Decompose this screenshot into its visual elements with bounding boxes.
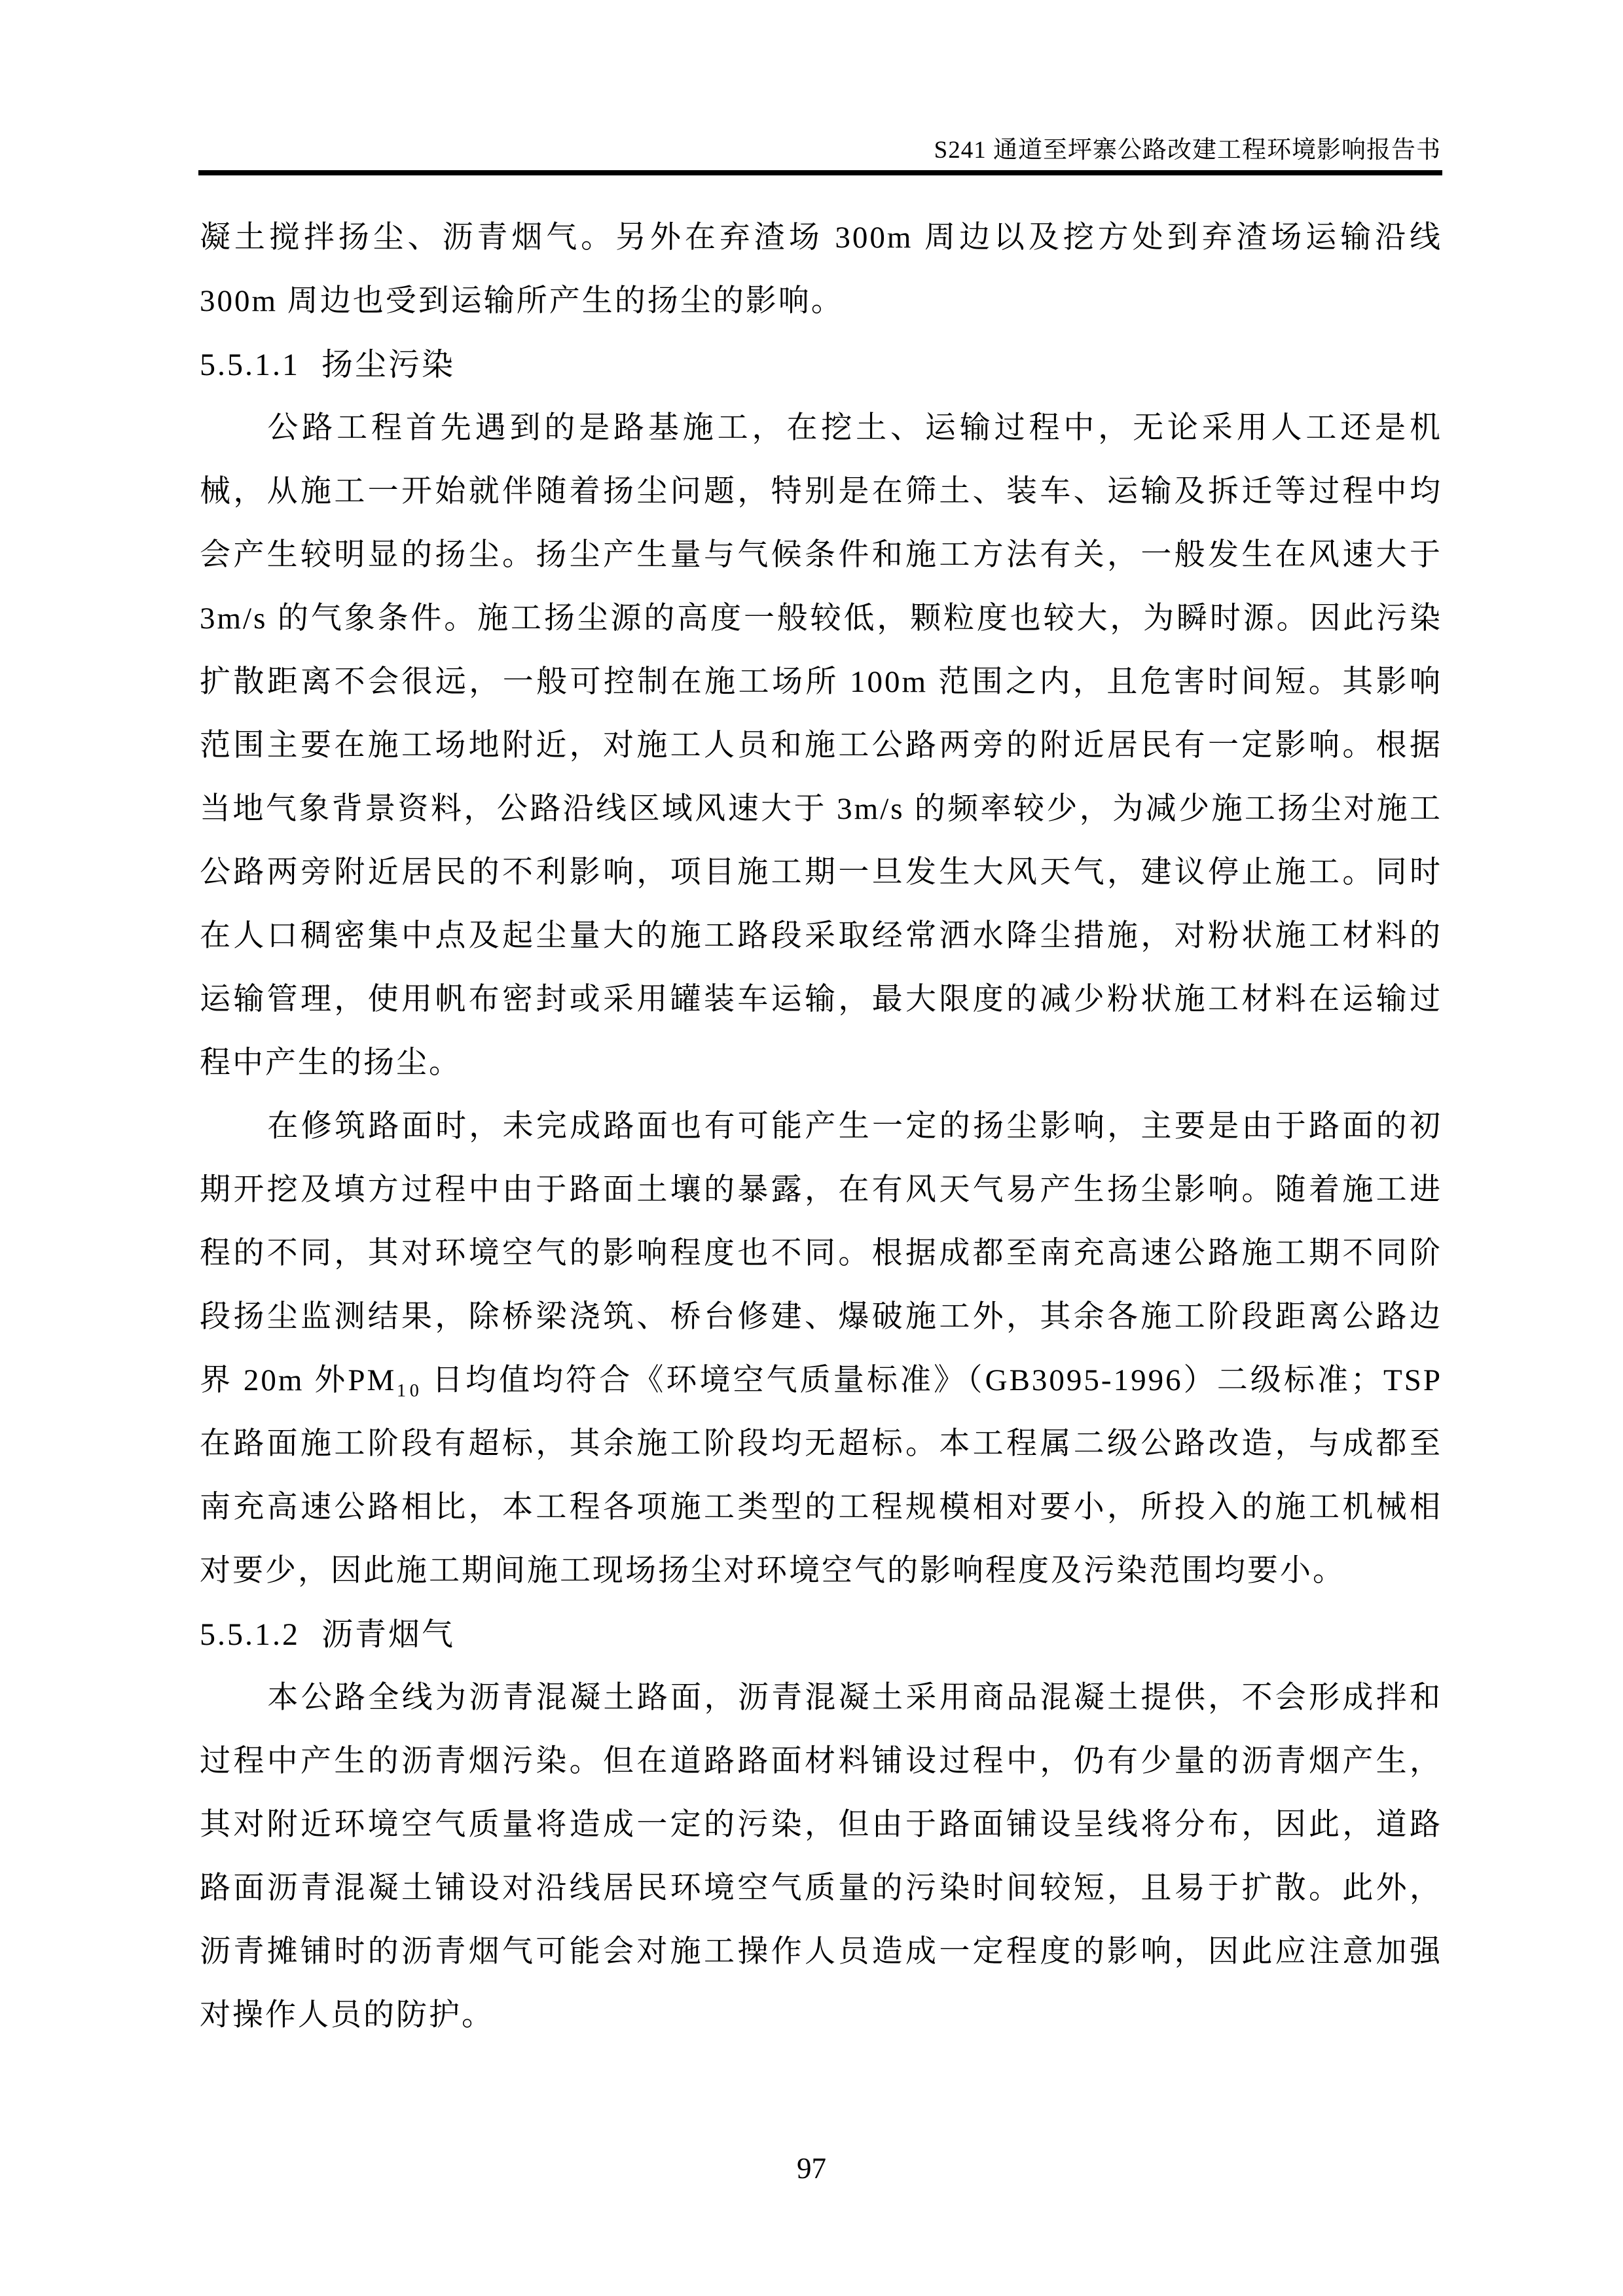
- paragraph-dust-1: 公路工程首先遇到的是路基施工，在挖土、运输过程中，无论采用人工还是机械，从施工一开始就伴随着扬尘问题，特别是在筛土、装车、运输及拆迁等过程中均会产生较明显的扬尘。扬尘产生量与气候条件和施工方法有关，一般发生在风速大于 3m/s 的气象条件。施工扬尘源的高度一般较低，颗粒度也较大，为瞬时源。因此污染扩散距离不会很远，一般可控制在施工场所 100m 范围之内，且危害时间短。其影响范围主要在施工场地附近，对施工人员和施工公路两旁的附近居民有一定影响。根据当地气象背景资料，公路沿线区域风速大于 3m/s 的频率较少，为减少施工扬尘对施工公路两旁附近居民的不利影响，项目施工期一旦发生大风天气，建议停止施工。同时在人口稠密集中点及起尘量大的施工路段采取经常洒水降尘措施，对粉状施工材料的运输管理，使用帆布密封或采用罐装车运输，最大限度的减少粉状施工材料在运输过程中产生的扬尘。: [200, 411, 1442, 1080]
- paragraph-asphalt-1: 本公路全线为沥青混凝土路面，沥青混凝土采用商品混凝土提供，不会形成拌和过程中产生的沥青烟污染。但在道路路面材料铺设过程中，仍有少量的沥青烟产生，其对附近环境空气质量将造成一定的污染，但由于路面铺设呈线将分布，因此，道路路面沥青混凝土铺设对沿线居民环境空气质量的污染时间较短，且易于扩散。此外，沥青摊铺时的沥青烟气可能会对施工操作人员造成一定程度的影响，因此应注意加强对操作人员的防护。: [200, 1681, 1442, 2032]
- paragraph-dust-2: 在修筑路面时，未完成路面也有可能产生一定的扬尘影响，主要是由于路面的初期开挖及填方过程中由于路面土壤的暴露，在有风天气易产生扬尘影响。随着施工进程的不同，其对环境空气的影响程度也不同。根据成都至南充高速公路施工期不同阶段扬尘监测结果，除桥梁浇筑、桥台修建、爆破施工外，其余各施工阶段距离公路边界 20m 外PM₁₀ 日均值均符合《环境空气质量标准》（GB3095-1996）二级标准；TSP 在路面施工阶段有超标，其余施工阶段均无超标。本工程属二级公路改造，与成都至南充高速公路相比，本工程各项施工类型的工程规模相对要小，所投入的施工机械相对要少，因此施工期间施工现场扬尘对环境空气的影响程度及污染范围均要小。: [200, 1109, 1442, 1588]
- paragraph-continuation: 凝土搅拌扬尘、沥青烟气。另外在弃渣场 300m 周边以及挖方处到弃渣场运输沿线 300m 周边也受到运输所产生的扬尘的影响。: [200, 221, 1442, 318]
- section-heading-asphalt-fume: 5.5.1.2 沥青烟气: [200, 1617, 456, 1652]
- document-body: [200, 206, 1442, 2047]
- report-header-title: S241 通道至坪寨公路改建工程环境影响报告书: [934, 137, 1441, 164]
- header-rule: [198, 170, 1442, 175]
- section-heading-dust-pollution: 5.5.1.1 扬尘污染: [200, 348, 456, 382]
- page-number: 97: [797, 2152, 826, 2185]
